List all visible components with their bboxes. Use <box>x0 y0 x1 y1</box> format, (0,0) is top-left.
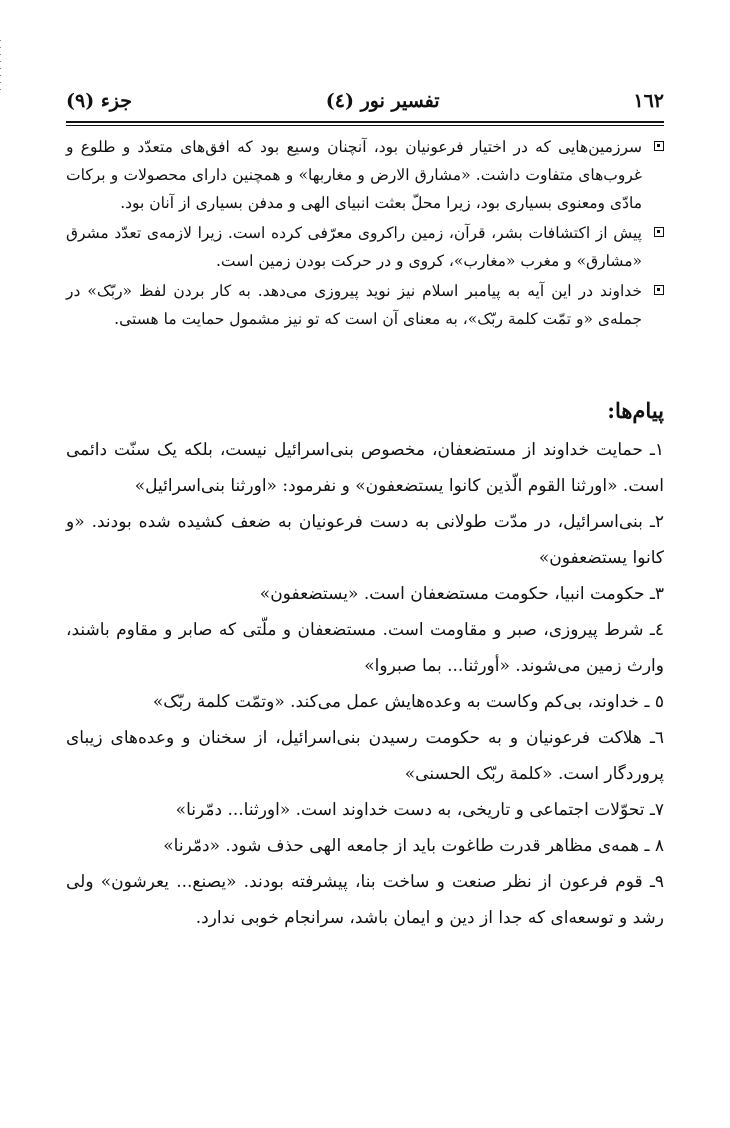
page-number: ١٦٢ <box>633 90 664 112</box>
square-bullet-icon <box>654 227 664 237</box>
note-text: سرزمین‌هایی که در اختیار فرعونیان بود، آنچنان وسیع بود که افق‌های متعدّد و طلوع و غروب‌های متفاوت داشت. «مشارق الارض و مغاربها» و همچنین دارای محصولات و برکات مادّی ومعنوی بسیاری بود، زیرا محلّ بعثت انبیای الهی و مدفن بسیاری از آنان بود. <box>66 138 642 212</box>
notes-section <box>66 133 664 335</box>
running-header <box>66 86 664 116</box>
note-item <box>66 277 664 333</box>
note-text: پیش از اکتشافات بشر، قرآن، زمین راکروی معرّفی کرده است. زیرا لازمه‌ی تعدّد مشرق «مشارق» و مغرب «مغارب»، کروی و در حرکت بودن زمین است. <box>66 224 642 270</box>
messages-heading: پیام‌ها: <box>607 398 664 423</box>
message-item: ٥ ـ خداوند، بی‌کم وکاست به وعده‌هایش عمل می‌کند. «وتمّت کلمة ربّک» <box>152 692 664 712</box>
message-item: ٦ـ هلاکت فرعونیان و به حکومت رسیدن بنی‌اسرائیل، از سخنان و وعده‌های زیبای پروردگار است. «کلمة ربّک الحسنی» <box>66 728 664 784</box>
message-item: ۲ـ بنی‌اسرائیل، در مدّت طولانی به دست فرعونیان به ضعف کشیده شده بودند. «و کانوا یستضعفون» <box>66 512 664 568</box>
message-item: ۹ـ قوم فرعون از نظر صنعت و ساخت بنا، پیشرفته بودند. «یصنع... یعرشون» ولی رشد و توسعه‌ای که جدا از دین و ایمان باشد، سرانجام خوبی ندارد. <box>66 872 664 928</box>
square-bullet-icon <box>654 285 664 295</box>
message-item: ۱ـ حمایت خداوند از مستضعفان، مخصوص بنی‌اسرائیل نیست، بلکه یک سنّت دائمی است. «اورثنا القوم الّذین کانوا یستضعفون» و نفرمود: «اورثنا بنی‌اسرائیل» <box>66 440 664 496</box>
messages-list <box>66 432 664 936</box>
note-item <box>66 133 664 217</box>
note-text: خداوند در این آیه به پیامبر اسلام نیز نوید پیروزی می‌دهد. به کار بردن لفظ «ربّک» در جمله‌ی «و تمّت کلمة ربّک»، به معنای آن است که تو نیز مشمول حمایت ما هستی. <box>66 282 642 328</box>
book-title: تفسیر نور (٤) <box>325 90 440 112</box>
header-rule-thin <box>66 125 664 126</box>
note-item <box>66 219 664 275</box>
message-item: ۳ـ حکومت انبیا، حکومت مستضعفان است. «یستضعفون» <box>259 584 664 604</box>
header-rule <box>66 121 664 123</box>
part-label: جزء (٩) <box>66 90 133 112</box>
margin-marks <box>0 40 3 260</box>
message-item: ٤ـ شرط پیروزی، صبر و مقاومت است. مستضعفان و ملّتی که صابر و مقاوم باشند، وارث زمین می‌شوند. «أورثنا... بما صبروا» <box>66 620 664 676</box>
message-item: ۸ ـ همه‌ی مظاهر قدرت طاغوت باید از جامعه الهی حذف شود. «دمّرنا» <box>163 836 664 856</box>
message-item: ۷ـ تحوّلات اجتماعی و تاریخی، به دست خداوند است. «اورثنا... دمّرنا» <box>175 800 664 820</box>
square-bullet-icon <box>654 141 664 151</box>
